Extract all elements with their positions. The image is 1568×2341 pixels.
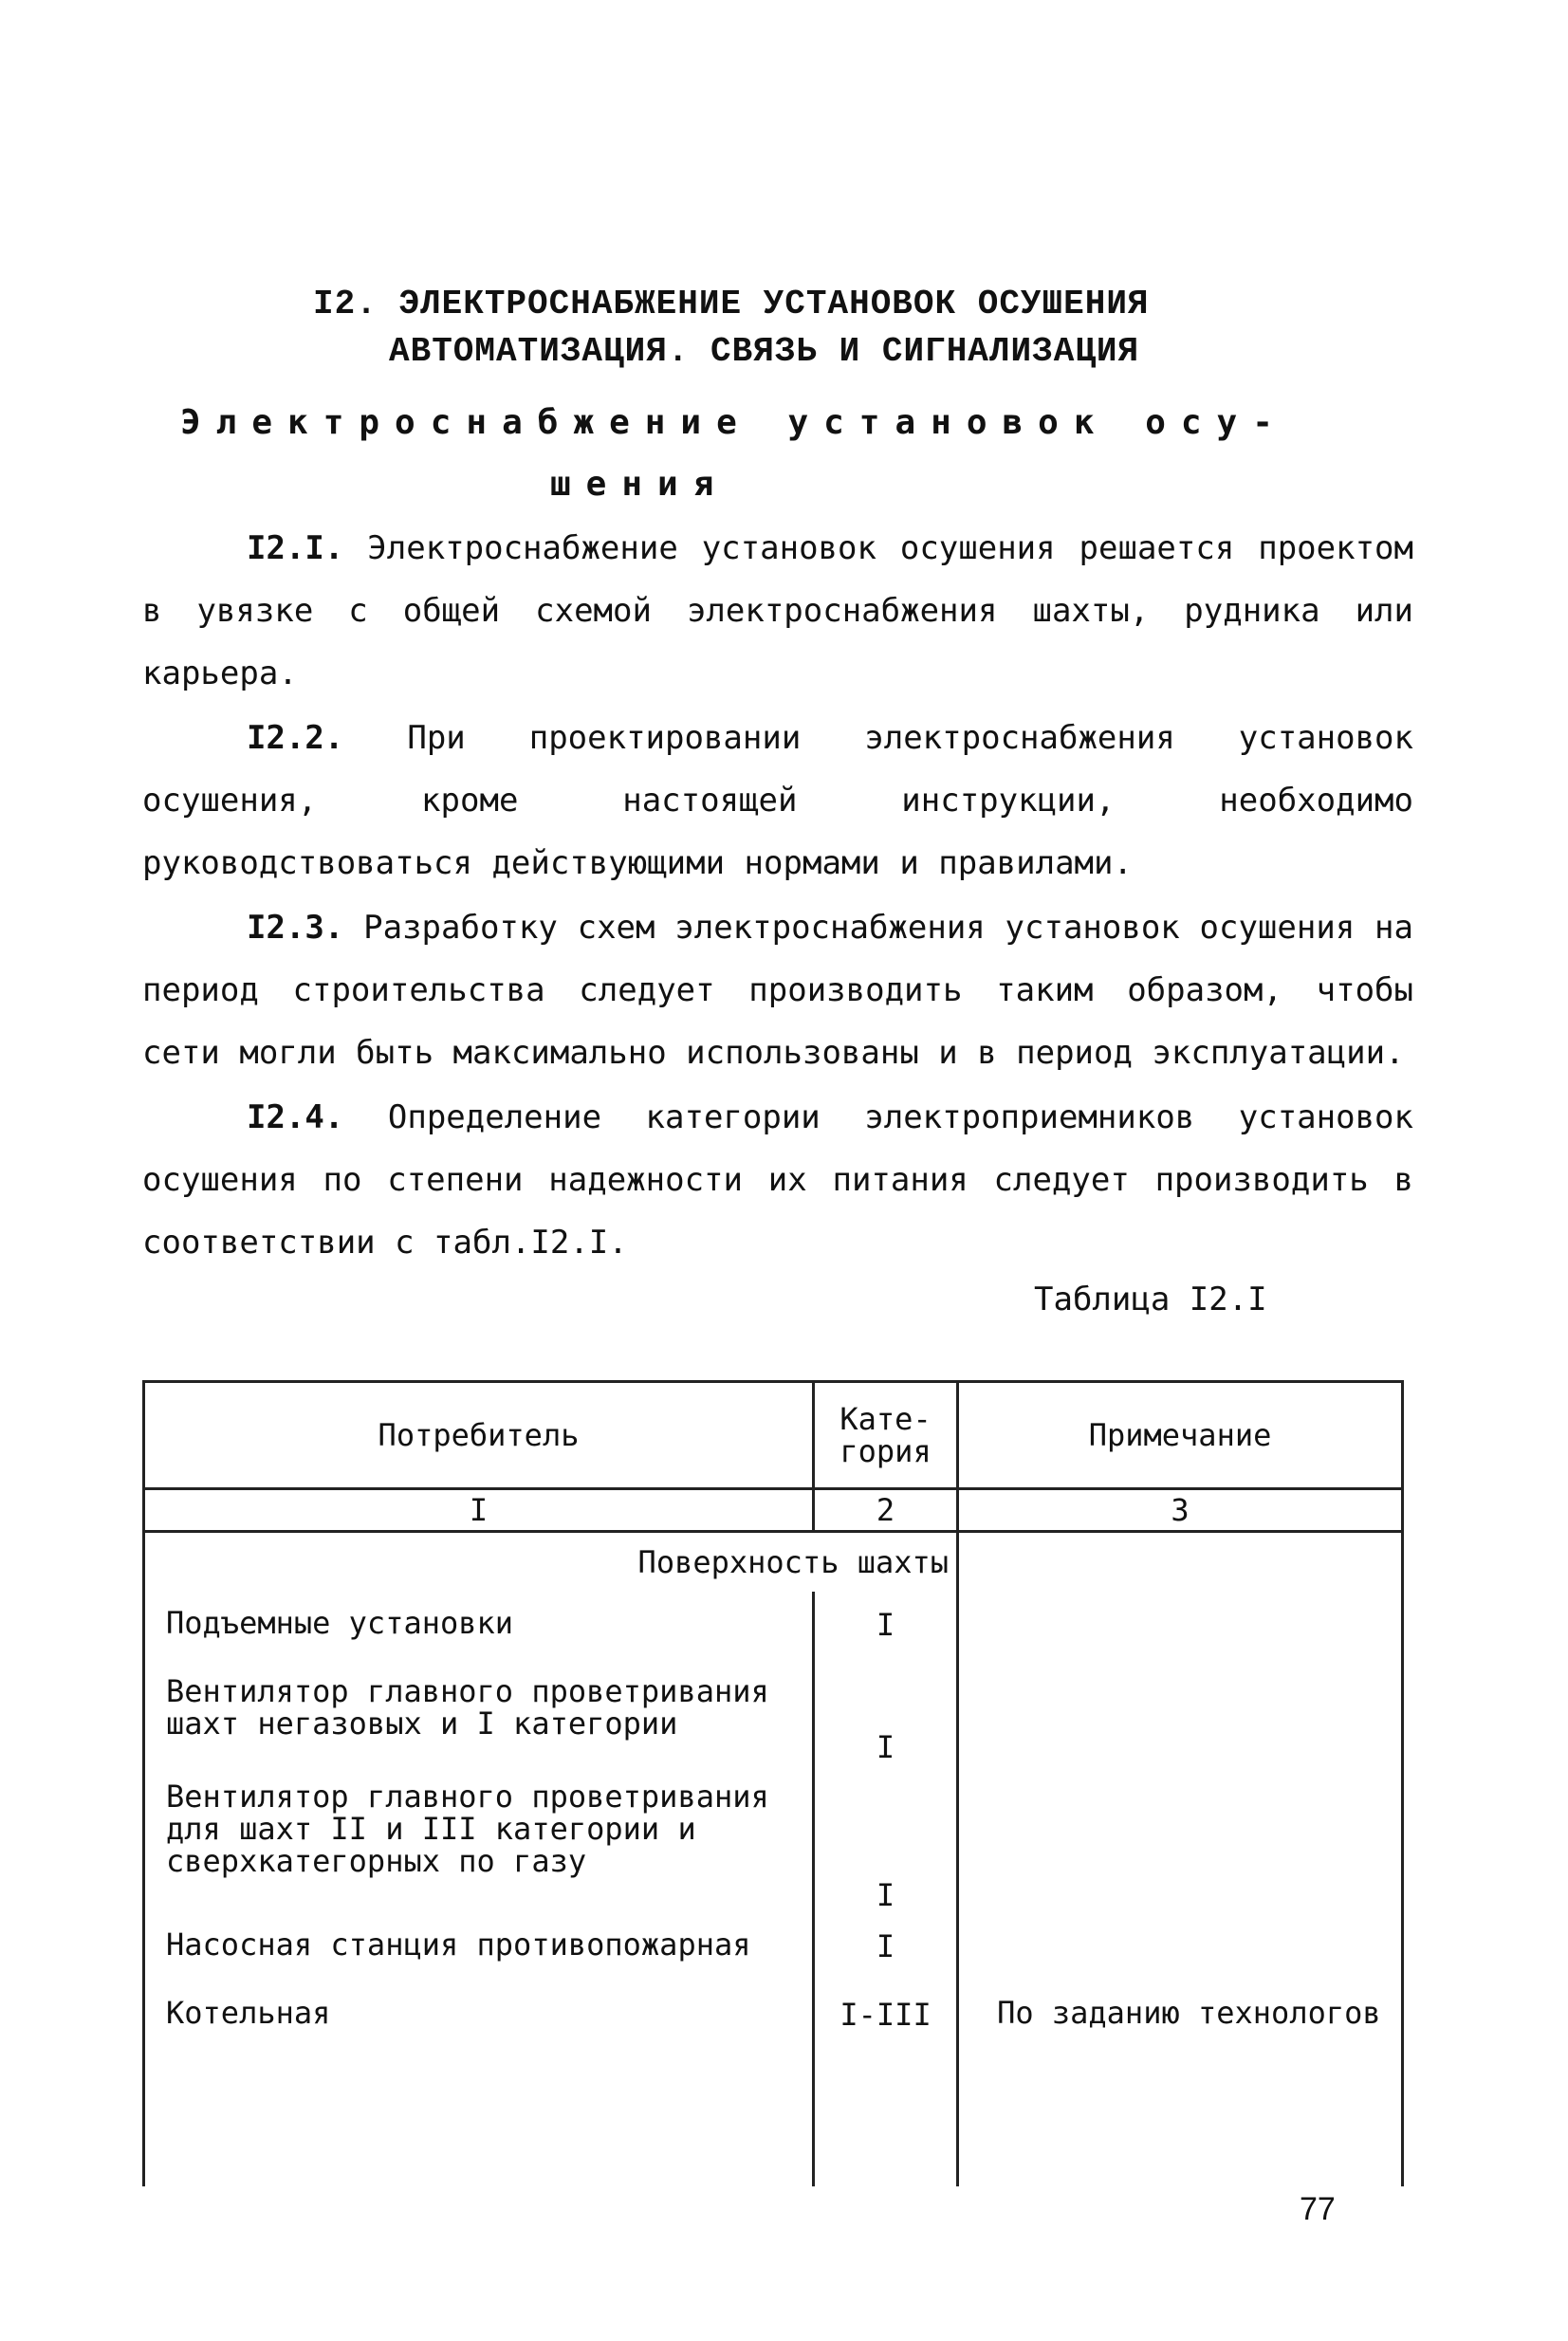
table-row [144, 1592, 1403, 1660]
paragraph-text: При проектировании электроснабжения установок осушения, кроме настоящей инструкции, необходимо руководствоваться действующими нормами и правилами. [142, 719, 1413, 882]
paragraph-text: Разработку схем электроснабжения установок осушения на период строительства следует производить таким образом, чтобы сети могли быть максимально использованы и в период эксплуатации. [142, 909, 1413, 1072]
table-row [144, 1660, 1403, 1765]
row-category: I [814, 1765, 958, 1913]
paragraph-number: I2.4. [247, 1098, 344, 1136]
section-heading: Поверхность шахты [144, 1532, 958, 1593]
header-category-line-1: Кате- [839, 1401, 932, 1437]
table-caption: Таблица I2.I [1034, 1281, 1267, 1318]
row-category: I [814, 1660, 958, 1765]
row-note [958, 1592, 1403, 1660]
column-number-1: I [144, 1489, 814, 1532]
row-note [958, 1913, 1403, 1982]
row-consumer: Насосная станция противопожарная [144, 1913, 814, 1982]
subheading-line-2: шения [550, 465, 729, 504]
row-consumer: Вентилятор главного проветривания шахт негазовых и I категории [144, 1660, 814, 1765]
page-number: 77 [1300, 2191, 1336, 2227]
paragraph-text: Электроснабжение установок осушения решается проектом в увязке с общей схемой электроснабжения шахты, рудника или карьера. [142, 529, 1413, 692]
paragraph-number: I2.2. [247, 719, 344, 757]
heading-line-1: I2. ЭЛЕКТРОСНАБЖЕНИЕ УСТАНОВОК ОСУШЕНИЯ [313, 285, 1150, 323]
column-number-3: 3 [958, 1489, 1403, 1532]
header-consumer: Потребитель [144, 1382, 814, 1489]
paragraph-12-1 [142, 517, 1413, 705]
row-consumer: Котельная [144, 1982, 814, 2186]
section-note-empty [958, 1532, 1403, 1593]
row-note: По заданию технологов [958, 1982, 1403, 2186]
table-row [144, 1913, 1403, 1982]
heading-line-2: АВТОМАТИЗАЦИЯ. СВЯЗЬ И СИГНАЛИЗАЦИЯ [389, 332, 1140, 371]
paragraph-12-4 [142, 1086, 1413, 1274]
row-note [958, 1660, 1403, 1765]
category-table [142, 1380, 1404, 2186]
paragraph-number: I2.I. [247, 529, 344, 567]
row-category: I [814, 1592, 958, 1660]
subheading-line-1: Электроснабжение установок осу- [180, 403, 1288, 442]
table-row [144, 1982, 1403, 2186]
row-note [958, 1765, 1403, 1913]
paragraph-number: I2.3. [247, 909, 344, 947]
paragraph-12-3 [142, 896, 1413, 1084]
column-number-2: 2 [814, 1489, 958, 1532]
row-consumer: Подъемные установки [144, 1592, 814, 1660]
header-note: Примечание [958, 1382, 1403, 1489]
row-category: I-III [814, 1982, 958, 2186]
row-category: I [814, 1913, 958, 1982]
paragraph-text: Определение категории электроприемников установок осушения по степени надежности их питания следует производить в соответствии с табл.I2.I. [142, 1098, 1413, 1262]
table-row [144, 1765, 1403, 1913]
paragraph-12-2 [142, 707, 1413, 894]
header-category-line-2: гория [839, 1433, 932, 1469]
header-category [814, 1382, 958, 1489]
row-consumer: Вентилятор главного проветривания для шахт II и III категории и сверхкатегорных по газу [144, 1765, 814, 1913]
